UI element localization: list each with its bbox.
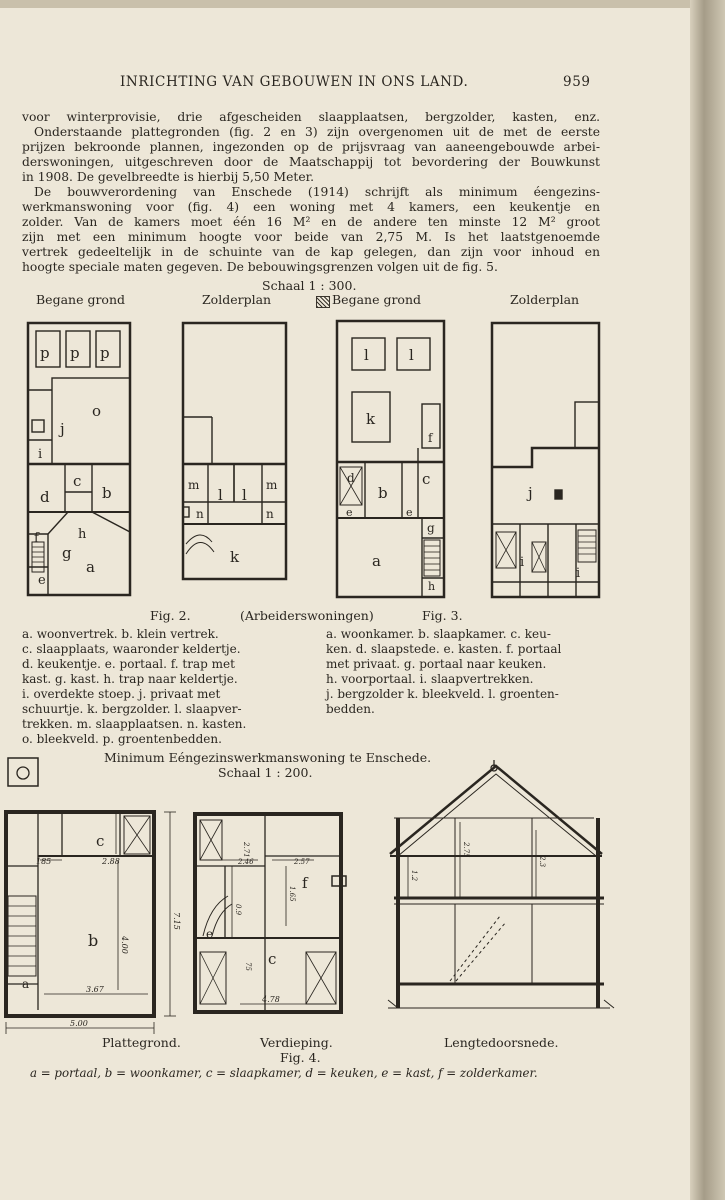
room-b: b bbox=[88, 931, 99, 950]
legend-line: a. woonvertrek. b. klein vertrek. bbox=[22, 627, 219, 641]
dim-288: 2.88 bbox=[102, 857, 120, 866]
fig2-attic-plan bbox=[183, 323, 286, 579]
dim-478: 4.78 bbox=[262, 995, 280, 1004]
room-p: p bbox=[70, 344, 80, 362]
room-j: j bbox=[60, 420, 65, 438]
top-shadow bbox=[0, 0, 725, 8]
room-b: b bbox=[102, 484, 112, 502]
room-h: h bbox=[78, 527, 87, 542]
dim-500: 5.00 bbox=[70, 1019, 88, 1028]
text-line: in 1908. De gevelbreedte is hierbij 5,50 Meter. bbox=[22, 170, 315, 184]
room-g: g bbox=[62, 544, 72, 562]
text-line: hoogte speciale maten gegeven. De bebouwingsgrenzen volgen uit de fig. 5. bbox=[22, 260, 498, 274]
page-number: 959 bbox=[563, 74, 591, 90]
room-l: l bbox=[242, 486, 247, 504]
caption-fig3: Fig. 3. bbox=[422, 608, 463, 623]
fig3-attic-plan bbox=[492, 323, 599, 597]
legend-line: bedden. bbox=[326, 702, 375, 716]
running-head: INRICHTING VAN GEBOUWEN IN ONS LAND. bbox=[120, 74, 469, 90]
dim-75: 75 bbox=[244, 962, 252, 971]
fig4-title: Minimum Eéngezinswerkmanswoning te Enschede. bbox=[104, 750, 432, 765]
page-gutter bbox=[690, 0, 725, 1200]
label-ground-fig3: Begane grond bbox=[332, 292, 422, 307]
room-g: g bbox=[427, 521, 435, 535]
room-o: o bbox=[92, 402, 102, 420]
fig4-legend: a = portaal, b = woonkamer, c = slaapkamer, d = keuken, e = kast, f = zolderkamer. bbox=[30, 1066, 538, 1080]
legend-line: d. keukentje. e. portaal. f. trap met bbox=[22, 657, 235, 671]
room-e: e bbox=[346, 506, 353, 519]
fig4-scale: Schaal 1 : 200. bbox=[218, 765, 313, 780]
room-k: k bbox=[366, 410, 376, 428]
text-line: derswoningen, uitgeschreven door de Maatschappij tot bevordering der Bouwkunst bbox=[22, 155, 600, 169]
room-l: l bbox=[364, 346, 369, 364]
legend-line: schuurtje. k. bergzolder. l. slaapver- bbox=[22, 702, 242, 716]
dim-257: 2.57 bbox=[294, 858, 310, 866]
room-m: m bbox=[188, 478, 200, 492]
room-a: a bbox=[22, 977, 30, 991]
fig23-drawing bbox=[0, 312, 690, 612]
legend-line: i. overdekte stoep. j. privaat met bbox=[22, 687, 221, 701]
legend-line: j. bergzolder k. bleekveld. l. groenten- bbox=[326, 687, 559, 701]
room-f: f bbox=[34, 531, 39, 546]
legend-line: a. woonkamer. b. slaapkamer. c. keu- bbox=[326, 627, 551, 641]
caption-fig4: Fig. 4. bbox=[280, 1050, 321, 1065]
dim-715: 7.15 bbox=[172, 912, 181, 930]
label-attic-fig2: Zolderplan bbox=[202, 292, 272, 307]
room-p: p bbox=[40, 344, 50, 362]
room-b: b bbox=[378, 484, 388, 502]
legend-line: met privaat. g. portaal naar keuken. bbox=[326, 657, 547, 671]
fig4-upper-floor-plan bbox=[195, 814, 346, 1012]
legend-line: c. slaapplaats, waaronder keldertje. bbox=[22, 642, 241, 656]
hatch-mark-icon bbox=[316, 296, 330, 308]
dim-23: 2.3 bbox=[538, 856, 546, 868]
fig4-drawing bbox=[0, 756, 690, 1036]
room-c: c bbox=[422, 470, 431, 488]
label-verdieping: Verdieping. bbox=[260, 1035, 333, 1050]
room-c: c bbox=[96, 832, 105, 850]
text-line: De bouwverordening van Enschede (1914) schrijft als minimum éengezins- bbox=[34, 185, 600, 199]
text-line: vertrek gedeeltelijk in de schuinte van de kap gelegen, dan zijn voor inhoud en bbox=[22, 245, 600, 259]
room-l: l bbox=[218, 486, 223, 504]
room-f: f bbox=[428, 431, 433, 445]
room-i: i bbox=[38, 447, 43, 462]
room-n: n bbox=[266, 507, 274, 521]
fig23-scale: Schaal 1 : 300. bbox=[262, 278, 357, 293]
legend-line: h. voorportaal. i. slaapvertrekken. bbox=[326, 672, 534, 686]
dim-12: 1.2 bbox=[410, 870, 418, 882]
room-c: c bbox=[73, 472, 82, 490]
room-i: i bbox=[576, 566, 581, 581]
dim-367: 3.67 bbox=[86, 985, 104, 994]
room-h: h bbox=[428, 580, 436, 593]
text-line: prijzen bekroonde plannen, ingezonden op de prijsvraag van aaneengebouwde arbei- bbox=[22, 140, 600, 154]
caption-arbeiderswoningen: (Arbeiderswoningen) bbox=[240, 608, 374, 623]
legend-line: o. bleekveld. p. groentenbedden. bbox=[22, 732, 222, 746]
label-ground-fig2: Begane grond bbox=[36, 292, 126, 307]
dim-246: 2.46 bbox=[238, 858, 254, 866]
text-line: werkmanswoning voor (fig. 4) een woning met 4 kamers, een keukentje en bbox=[22, 200, 600, 214]
fig2-ground-plan bbox=[28, 323, 130, 595]
text-line: Onderstaande plattegronden (fig. 2 en 3) zijn overgenomen uit de met de eerste bbox=[34, 125, 600, 139]
room-p: p bbox=[100, 344, 110, 362]
room-a: a bbox=[86, 558, 95, 576]
room-m: m bbox=[266, 478, 278, 492]
dim-275: 2.75 bbox=[462, 842, 470, 858]
label-lengtedoorsnede: Lengtedoorsnede. bbox=[444, 1035, 559, 1050]
room-i: i bbox=[520, 555, 525, 570]
fig4-section bbox=[388, 760, 614, 1008]
room-d: d bbox=[347, 471, 355, 485]
room-a: a bbox=[372, 552, 381, 570]
dim-09: 0.9 bbox=[234, 904, 242, 916]
room-f: f bbox=[302, 874, 308, 892]
room-e: e bbox=[206, 927, 214, 941]
dim-185: 185 bbox=[36, 857, 52, 866]
legend-line: trekken. m. slaapplaatsen. n. kasten. bbox=[22, 717, 247, 731]
room-n: n bbox=[196, 507, 204, 521]
caption-fig2: Fig. 2. bbox=[150, 608, 191, 623]
label-plattegrond: Plattegrond. bbox=[102, 1035, 181, 1050]
legend-line: kast. g. kast. h. trap naar keldertje. bbox=[22, 672, 238, 686]
dim-271: 2.71 bbox=[242, 842, 250, 858]
label-attic-fig3: Zolderplan bbox=[510, 292, 580, 307]
room-k: k bbox=[230, 548, 240, 566]
room-c: c bbox=[268, 950, 277, 968]
room-d: d bbox=[40, 488, 50, 506]
text-line: voor winterprovisie, drie afgescheiden slaapplaatsen, bergzolder, kasten, enz. bbox=[22, 110, 600, 124]
text-line: zolder. Van de kamers moet één 16 M² en de andere ten minste 12 M² groot bbox=[22, 215, 600, 229]
text-line: zijn met een minimum hoogte voor beide van 2,75 M. Is het laatstgenoemde bbox=[22, 230, 600, 244]
dim-165: 1.65 bbox=[288, 886, 296, 902]
room-e: e bbox=[38, 573, 46, 588]
room-e: e bbox=[406, 506, 413, 519]
legend-line: ken. d. slaapstede. e. kasten. f. portaal bbox=[326, 642, 562, 656]
room-l: l bbox=[409, 346, 414, 364]
room-j: j bbox=[528, 484, 533, 502]
dim-400: 4.00 bbox=[120, 936, 129, 954]
fig3-ground-plan bbox=[337, 321, 444, 597]
